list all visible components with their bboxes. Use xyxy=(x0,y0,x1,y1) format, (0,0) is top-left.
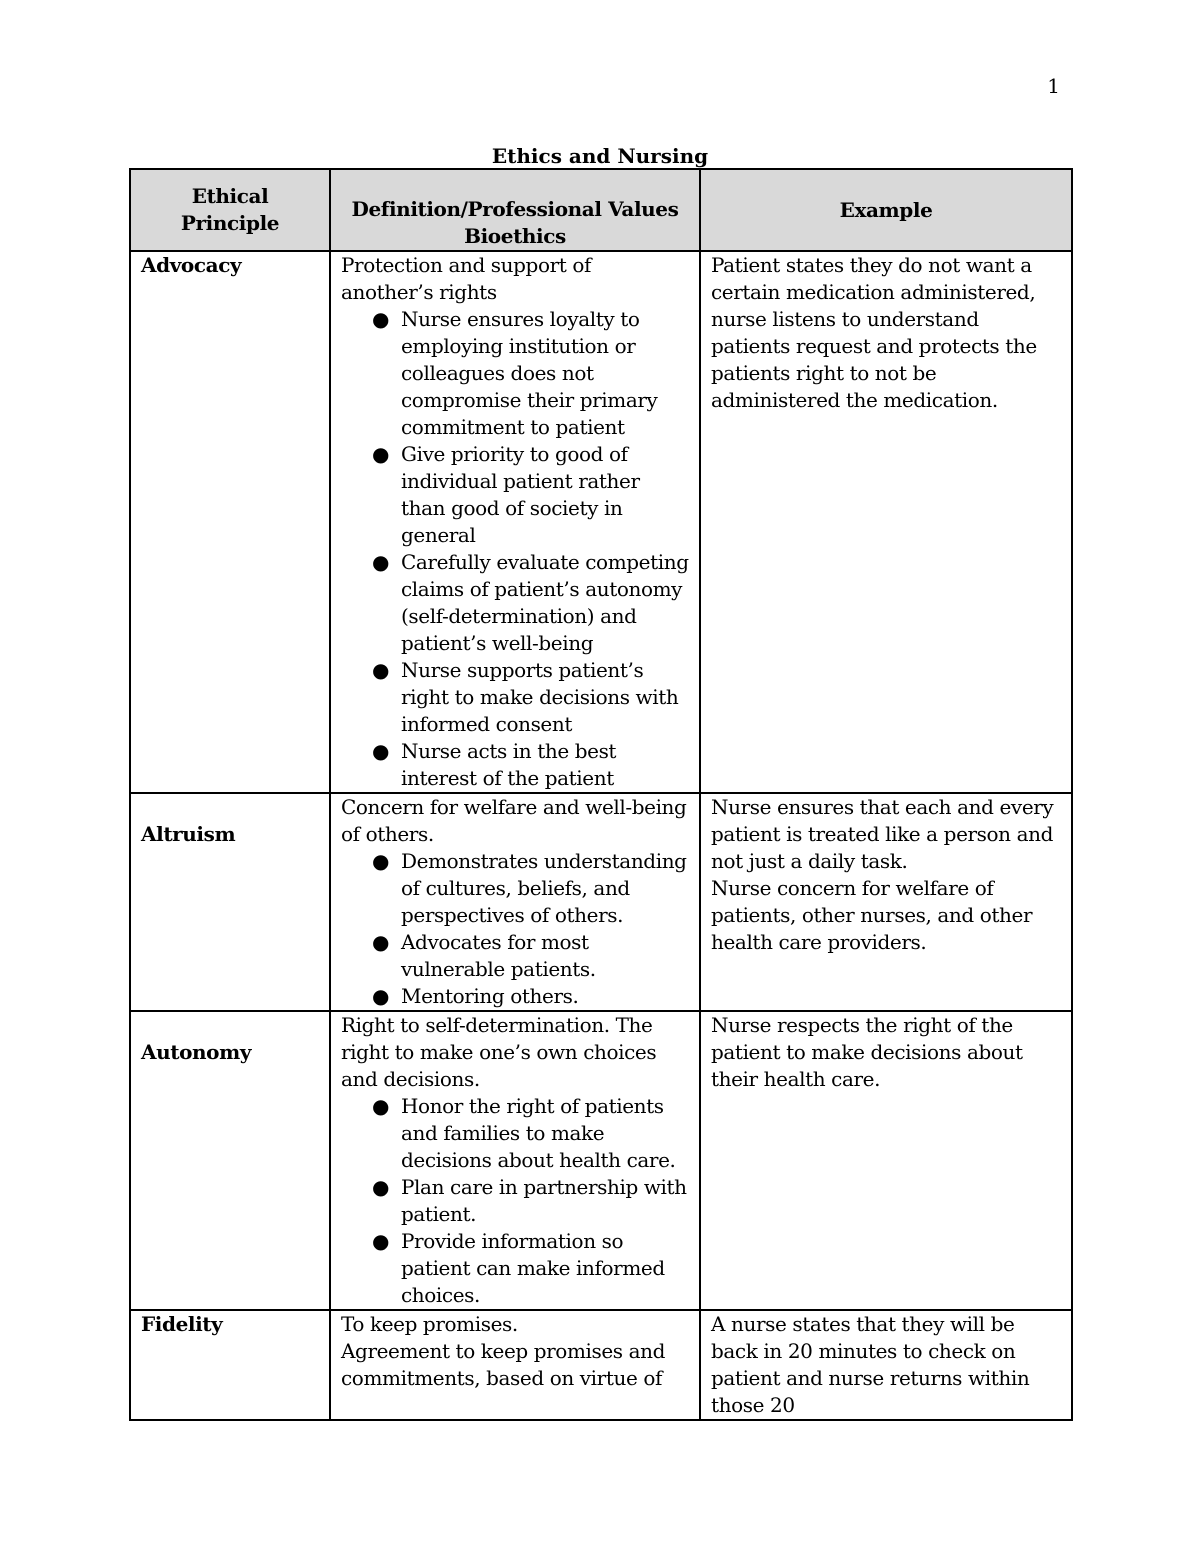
bullet-text: Advocates for most vulnerable patients. xyxy=(401,930,596,981)
list-item xyxy=(372,929,689,983)
example-text: A nurse states that they will be back in 20 minutes to check on patient and nurse returns within those 20 xyxy=(711,1312,1030,1417)
bullet-icon: ● xyxy=(372,550,390,574)
definition-bullet-list xyxy=(341,1093,689,1309)
page-number: 1 xyxy=(1047,74,1060,98)
bullet-icon: ● xyxy=(372,739,390,763)
header-definition-line1: Definition/Professional Values xyxy=(351,197,679,221)
example-cell xyxy=(700,1310,1072,1420)
definition-bullet-list xyxy=(341,306,689,792)
document-title: Ethics and Nursing xyxy=(491,144,709,168)
list-item xyxy=(372,1093,689,1174)
example-text: Nurse ensures that each and every patient is treated like a person and not just a daily task. xyxy=(711,795,1054,873)
list-item xyxy=(372,441,689,549)
principle-fidelity: Fidelity xyxy=(141,1312,223,1336)
principle-cell xyxy=(130,793,330,1011)
list-item xyxy=(372,1174,689,1228)
principle-advocacy: Advocacy xyxy=(141,253,242,277)
bullet-text: Mentoring others. xyxy=(401,984,579,1008)
definition-cell xyxy=(330,251,700,793)
example-cell xyxy=(700,793,1072,1011)
bullet-text: Provide information so patient can make informed choices. xyxy=(401,1229,665,1307)
table-header-row xyxy=(130,169,1072,251)
definition-text: Protection and support of another’s rights xyxy=(341,253,592,304)
table-row-autonomy xyxy=(130,1011,1072,1310)
definition-cell xyxy=(330,793,700,1011)
definition-text-continued: Agreement to keep promises and commitments, based on virtue of xyxy=(341,1339,666,1390)
bullet-text: Nurse supports patient’s right to make decisions with informed consent xyxy=(401,658,679,736)
definition-cell xyxy=(330,1011,700,1310)
bullet-icon: ● xyxy=(372,1094,390,1118)
principle-cell xyxy=(130,1310,330,1420)
bullet-text: Nurse ensures loyalty to employing institution or colleagues does not compromise their primary commitment to patient xyxy=(401,307,658,439)
bullet-text: Plan care in partnership with patient. xyxy=(401,1175,687,1226)
principle-cell xyxy=(130,251,330,793)
header-definition xyxy=(330,169,700,251)
list-item xyxy=(372,1228,689,1309)
table-row-fidelity xyxy=(130,1310,1072,1420)
example-text: Nurse respects the right of the patient to make decisions about their health care. xyxy=(711,1013,1023,1091)
bullet-text: Demonstrates understanding of cultures, beliefs, and perspectives of others. xyxy=(401,849,687,927)
bullet-icon: ● xyxy=(372,849,390,873)
example-cell xyxy=(700,1011,1072,1310)
bullet-icon: ● xyxy=(372,307,390,331)
list-item xyxy=(372,983,689,1010)
definition-bullet-list xyxy=(341,848,689,1010)
example-cell xyxy=(700,251,1072,793)
table-row-altruism xyxy=(130,793,1072,1011)
bullet-text: Honor the right of patients and families to make decisions about health care. xyxy=(401,1094,676,1172)
bullet-icon: ● xyxy=(372,984,390,1008)
bullet-icon: ● xyxy=(372,930,390,954)
list-item xyxy=(372,738,689,792)
list-item xyxy=(372,549,689,657)
list-item xyxy=(372,657,689,738)
table-row-advocacy xyxy=(130,251,1072,793)
header-ethical-principle: Ethical Principle xyxy=(130,169,330,251)
example-text: Patient states they do not want a certain medication administered, nurse listens to understand patients request and protects the patients right to not be administered the medication. xyxy=(711,253,1037,412)
bullet-text: Carefully evaluate competing claims of patient’s autonomy (self-determination) and patient’s well-being xyxy=(401,550,689,655)
definition-text: Right to self-determination. The right to make one’s own choices and decisions. xyxy=(341,1013,657,1091)
bullet-icon: ● xyxy=(372,442,390,466)
definition-cell xyxy=(330,1310,700,1420)
list-item xyxy=(372,306,689,441)
bullet-text: Give priority to good of individual patient rather than good of society in general xyxy=(401,442,640,547)
bullet-icon: ● xyxy=(372,1229,390,1253)
ethics-table xyxy=(129,168,1073,1421)
definition-text: Concern for welfare and well-being of others. xyxy=(341,795,687,846)
list-item xyxy=(372,848,689,929)
principle-altruism: Altruism xyxy=(141,822,236,846)
bullet-text: Nurse acts in the best interest of the patient xyxy=(401,739,617,790)
principle-cell xyxy=(130,1011,330,1310)
definition-text: To keep promises. xyxy=(341,1312,518,1336)
bullet-icon: ● xyxy=(372,658,390,682)
bullet-icon: ● xyxy=(372,1175,390,1199)
example-text: Nurse concern for welfare of patients, other nurses, and other health care providers. xyxy=(711,876,1033,954)
header-example: Example xyxy=(700,169,1072,251)
header-definition-line2: Bioethics xyxy=(464,224,566,248)
principle-autonomy: Autonomy xyxy=(141,1040,252,1064)
